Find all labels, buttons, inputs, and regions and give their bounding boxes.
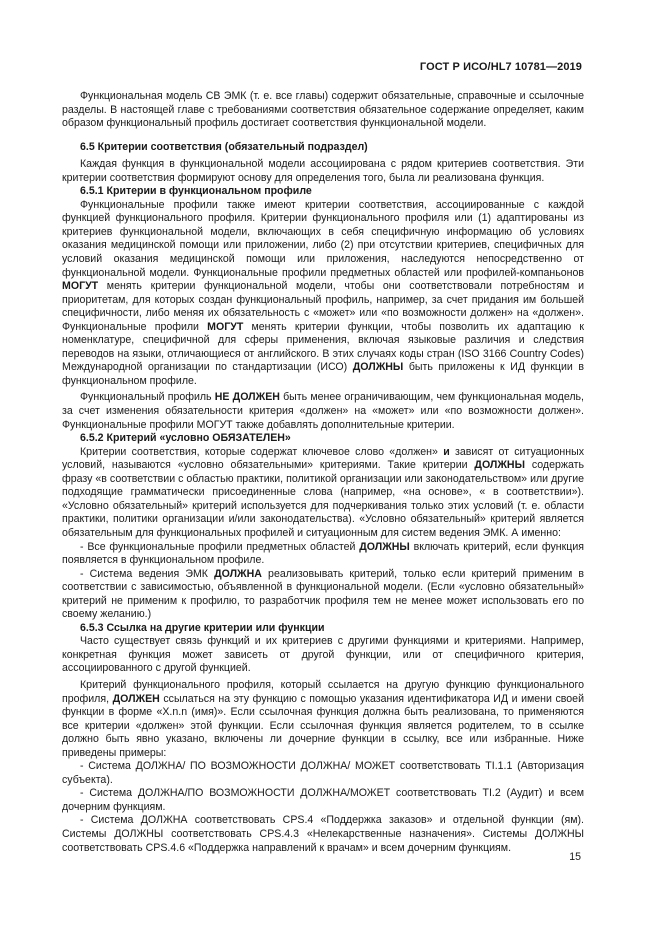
- section-heading-6-5-1: 6.5.1 Критерии в функциональном профиле: [80, 185, 312, 198]
- page-number: 15: [569, 851, 581, 863]
- text-run: включать критерий, если функция появляется в функциональном профиле.: [62, 540, 584, 567]
- text-run: зависят от ситуационных условий, называются «условно обязательными» критериями. Такие критерии: [62, 445, 585, 472]
- text-run: реализовывать критерий, только если критерий применим в соответствии с зависимостью, объявленной в функциональной модели. (Если «условно обязательный» критерий не применим к профилю, то разработчик профиля тем не менее может использовать его по своему желанию.): [62, 567, 584, 621]
- keyword: МОГУТ: [62, 280, 99, 293]
- text-run: Критерии соответствия, которые содержат ключевое слово «должен»: [80, 445, 444, 458]
- document-header: ГОСТ Р ИСО/HL7 10781—2019: [419, 61, 582, 73]
- keyword: МОГУТ: [207, 320, 244, 333]
- section-6-5-1-paragraph-2: [62, 391, 584, 432]
- text-run: содержать фразу «в соответствии с областью практики, политикой организации или законодательством» или другие подходящие грамматически присоединенные слова (например, «на основе», « в соответствии»). «Условно обязательный» критерий используется для подчеркивания только этих условий (т. е. области практики, политики организации и/или законодательства). «Условно обязательный» критерий является обязательным для функциональных профилей и ситуационным для систем ведения ЭМК. А именно:: [62, 459, 584, 539]
- list-item: - Система ДОЛЖНА/ПО ВОЗМОЖНОСТИ ДОЛЖНА/МОЖЕТ соответствовать TI.2 (Аудит) и всем дочерним функциям.: [62, 787, 584, 813]
- keyword: и: [443, 445, 450, 458]
- section-6-5-1-paragraph-1: [62, 199, 584, 389]
- text-run: - Система ведения ЭМК: [80, 567, 215, 580]
- section-6-5-paragraph: Каждая функция в функциональной модели ассоциирована с рядом критериев соответствия. Эти критерии соответствия формируют основу для определения того, была ли реализована функция.: [62, 158, 584, 184]
- keyword: ДОЛЖНЫ: [352, 361, 404, 374]
- list-item: - Система ДОЛЖНА/ ПО ВОЗМОЖНОСТИ ДОЛЖНА/ МОЖЕТ соответствовать TI.1.1 (Авторизация субъекта).: [62, 760, 584, 786]
- section-heading-6-5-2: 6.5.2 Критерий «условно ОБЯЗАТЕЛЕН»: [80, 432, 291, 445]
- text-run: ссылаться на эту функцию с помощью указания идентификатора ИД и имени своей функции в форме «X.n.n (имя)». Если ссылочная функция должна быть реализована, то применяются все критерии «должен» этой функции. Если ссылочная функция является родителем, то в ссылке должно быть явно указано, включены ли дочерние функции в ссылку, все или избранные. Ниже приведены примеры:: [62, 692, 584, 759]
- text-run: менять критерии функции, чтобы позволить их адаптацию к номенклатуре, специфичной для сферы применения, включая языковые различия и следствия переводов на языки, отличающиеся от английского. В этих случаях коды стран (ISO 3166 Country Codes) Международной организации по стандартизации (ИСО): [62, 320, 584, 374]
- keyword: ДОЛЖЕН: [112, 692, 160, 705]
- list-item: [62, 568, 584, 622]
- text-run: Функциональные профили также имеют критерии соответствия, ассоциированные с каждой функцией функционального профиля. Критерии функционального профиля или (1) адаптированы из критериев функциональной модели, включающих в себя специфичную информацию об условиях оказания медицинской помощи или приложении, либо (2) при отсутствии критериев, специфичных для условий оказания медицинской помощи или приложения, наследуются непосредственно от функциональной модели. Функциональные профили предметных областей или профилей-компаньонов: [62, 198, 584, 279]
- section-6-5-2-paragraph-1: [62, 446, 584, 541]
- section-heading-6-5-3: 6.5.3 Ссылка на другие критерии или функции: [80, 621, 325, 634]
- keyword: ДОЛЖНА: [214, 567, 262, 580]
- text-run: быть менее ограничивающим, чем функциональная модель, за счет изменения обязательности критерия «должен» на «может» или «по возможности должен». Функциональные профили МОГУТ также добавлять дополнительные критерии.: [62, 391, 584, 431]
- intro-paragraph: Функциональная модель СВ ЭМК (т. е. все главы) содержит обязательные, справочные и ссылочные разделы. В настоящей главе с требованиями соответствия обязательное содержание определяет, каким образом функциональный профиль достигает соответствия функциональной модели.: [62, 90, 584, 130]
- text-run: - Все функциональные профили предметных областей: [80, 540, 360, 553]
- text-run: быть приложены к ИД функции в функциональном профиле.: [62, 361, 584, 387]
- section-6-5-3-paragraph-1: Часто существует связь функций и их критериев с другими функциями и критериями. Например, конкретная функция может зависеть от другой функции, или от специфичного критерия, ассоциированного с другой функцией.: [62, 635, 584, 675]
- keyword: ДОЛЖНЫ: [359, 540, 410, 553]
- keyword: НЕ ДОЛЖЕН: [214, 391, 280, 404]
- list-item: - Система ДОЛЖНА соответствовать CPS.4 «Поддержка заказов» и отдельной функции (ям). Системы ДОЛЖНЫ соответствовать CPS.4.3 «Нелекарственные назначения». Системы ДОЛЖНЫ соответствовать CPS.4.6 «Поддержка направлений к врачам» и всем дочерним функциям.: [62, 814, 584, 854]
- section-6-5-3-paragraph-2: [62, 679, 584, 760]
- section-heading-6-5: 6.5 Критерии соответствия (обязательный подраздел): [80, 140, 368, 153]
- page-content: [62, 90, 584, 855]
- text-run: менять критерии функциональной модели, чтобы они соответствовали потребностям и приоритетам, для которых создан функциональный профиль, например, за счет придания им большей специфичности, либо меняя их обязательность с «может» или «по возможности должен» на «должен». Функциональные профили: [62, 280, 584, 333]
- list-item: [62, 541, 584, 568]
- text-run: Функциональный профиль: [80, 391, 215, 404]
- keyword: ДОЛЖНЫ: [474, 459, 525, 472]
- text-run: Критерий функционального профиля, который ссылается на другую функцию функционального профиля,: [62, 678, 584, 705]
